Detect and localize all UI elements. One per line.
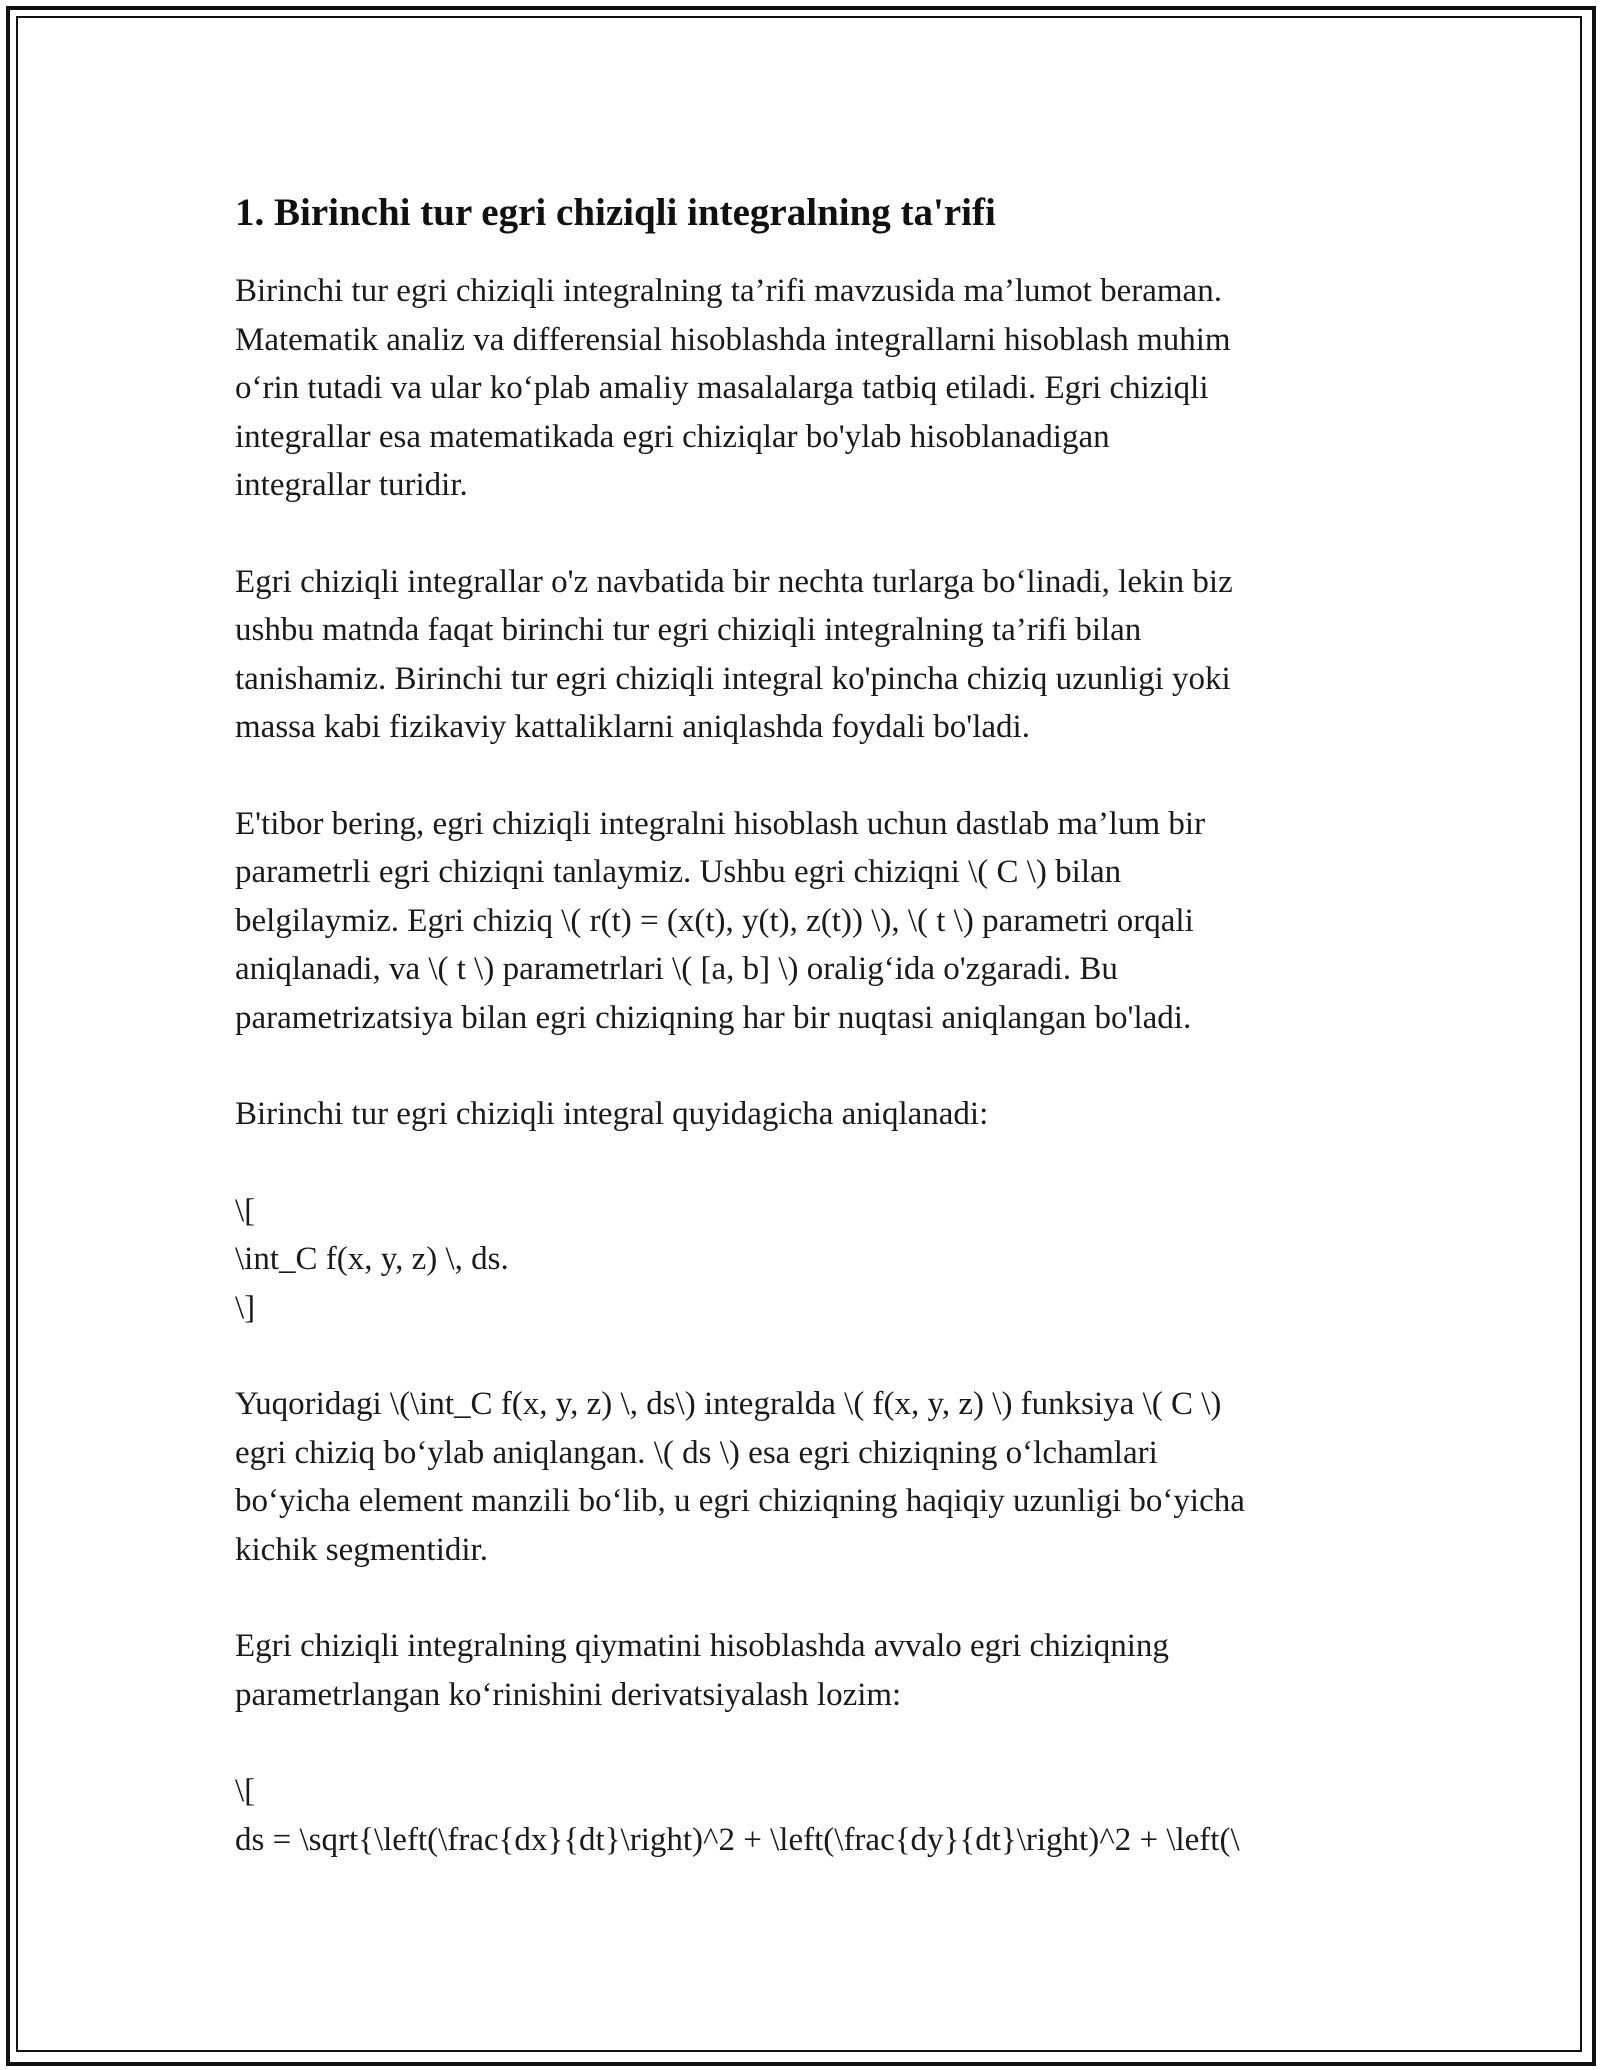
formula-ds: \[ ds = \sqrt{\left(\frac{dx}{dt}\right)^2 + \left(\frac{dy}{dt}\right)^2 + \left(\ [235, 1773, 1240, 1858]
paragraph-derivative-intro: Egri chiziqli integralning qiymatini hisoblashda avvalo egri chiziqning parametrlangan ko‘rinishini derivatsiyalash lozim: [235, 1628, 1169, 1713]
document-body [235, 185, 1375, 1912]
paragraph-types: Egri chiziqli integrallar o'z navbatida bir nechta turlarga bo‘linadi, lekin biz ushbu matnda faqat birinchi tur egri chiziqli integralning ta’rifi bilan tanishamiz. Birinchi tur egri chiziqli integral ko'pincha chiziq uzunligi yoki massa kabi fizikaviy kattaliklarni aniqlashda foydali bo'ladi. [235, 563, 1233, 745]
section-heading: 1. Birinchi tur egri chiziqli integralning ta'rifi [235, 191, 996, 234]
paragraph-intro: Birinchi tur egri chiziqli integralning ta’rifi mavzusida ma’lumot beraman. Matematik analiz va differensial hisoblashda integrallarni hisoblash muhim o‘rin tutadi va ular ko‘plab amaliy masalalarga tatbiq etiladi. Egri chiziqli integrallar esa matematikada egri chiziqlar bo'ylab hisoblanadigan integrallar turidir. [235, 273, 1231, 503]
formula-line-integral: \[ \int_C f(x, y, z) \, ds. \] [235, 1192, 509, 1326]
paragraph-definition-intro: Birinchi tur egri chiziqli integral quyidagicha aniqlanadi: [235, 1096, 989, 1132]
paragraph-parametrization: E'tibor bering, egri chiziqli integralni hisoblash uchun dastlab ma’lum bir parametrli egri chiziqni tanlaymiz. Ushbu egri chiziqni \( C \) bilan belgilaymiz. Egri chiziq \( r(t) = (x(t), y(t), z(t)) \), \( t \) parametri orqali aniqlanadi, va \( t \) parametrlari \( [a, b] \) oralig‘ida o'zgaradi. Bu parametrizatsiya bilan egri chiziqning har bir nuqtasi aniqlangan bo'ladi. [235, 805, 1206, 1036]
paragraph-explanation: Yuqoridagi \(\int_C f(x, y, z) \, ds\) integralda \( f(x, y, z) \) funksiya \( C \) egri chiziq bo‘ylab aniqlangan. \( ds \) esa egri chiziqning o‘lchamlari bo‘yicha element manzili bo‘lib, u egri chiziqning haqiqiy uzunligi bo‘yicha kichik segmentidir. [235, 1386, 1245, 1568]
